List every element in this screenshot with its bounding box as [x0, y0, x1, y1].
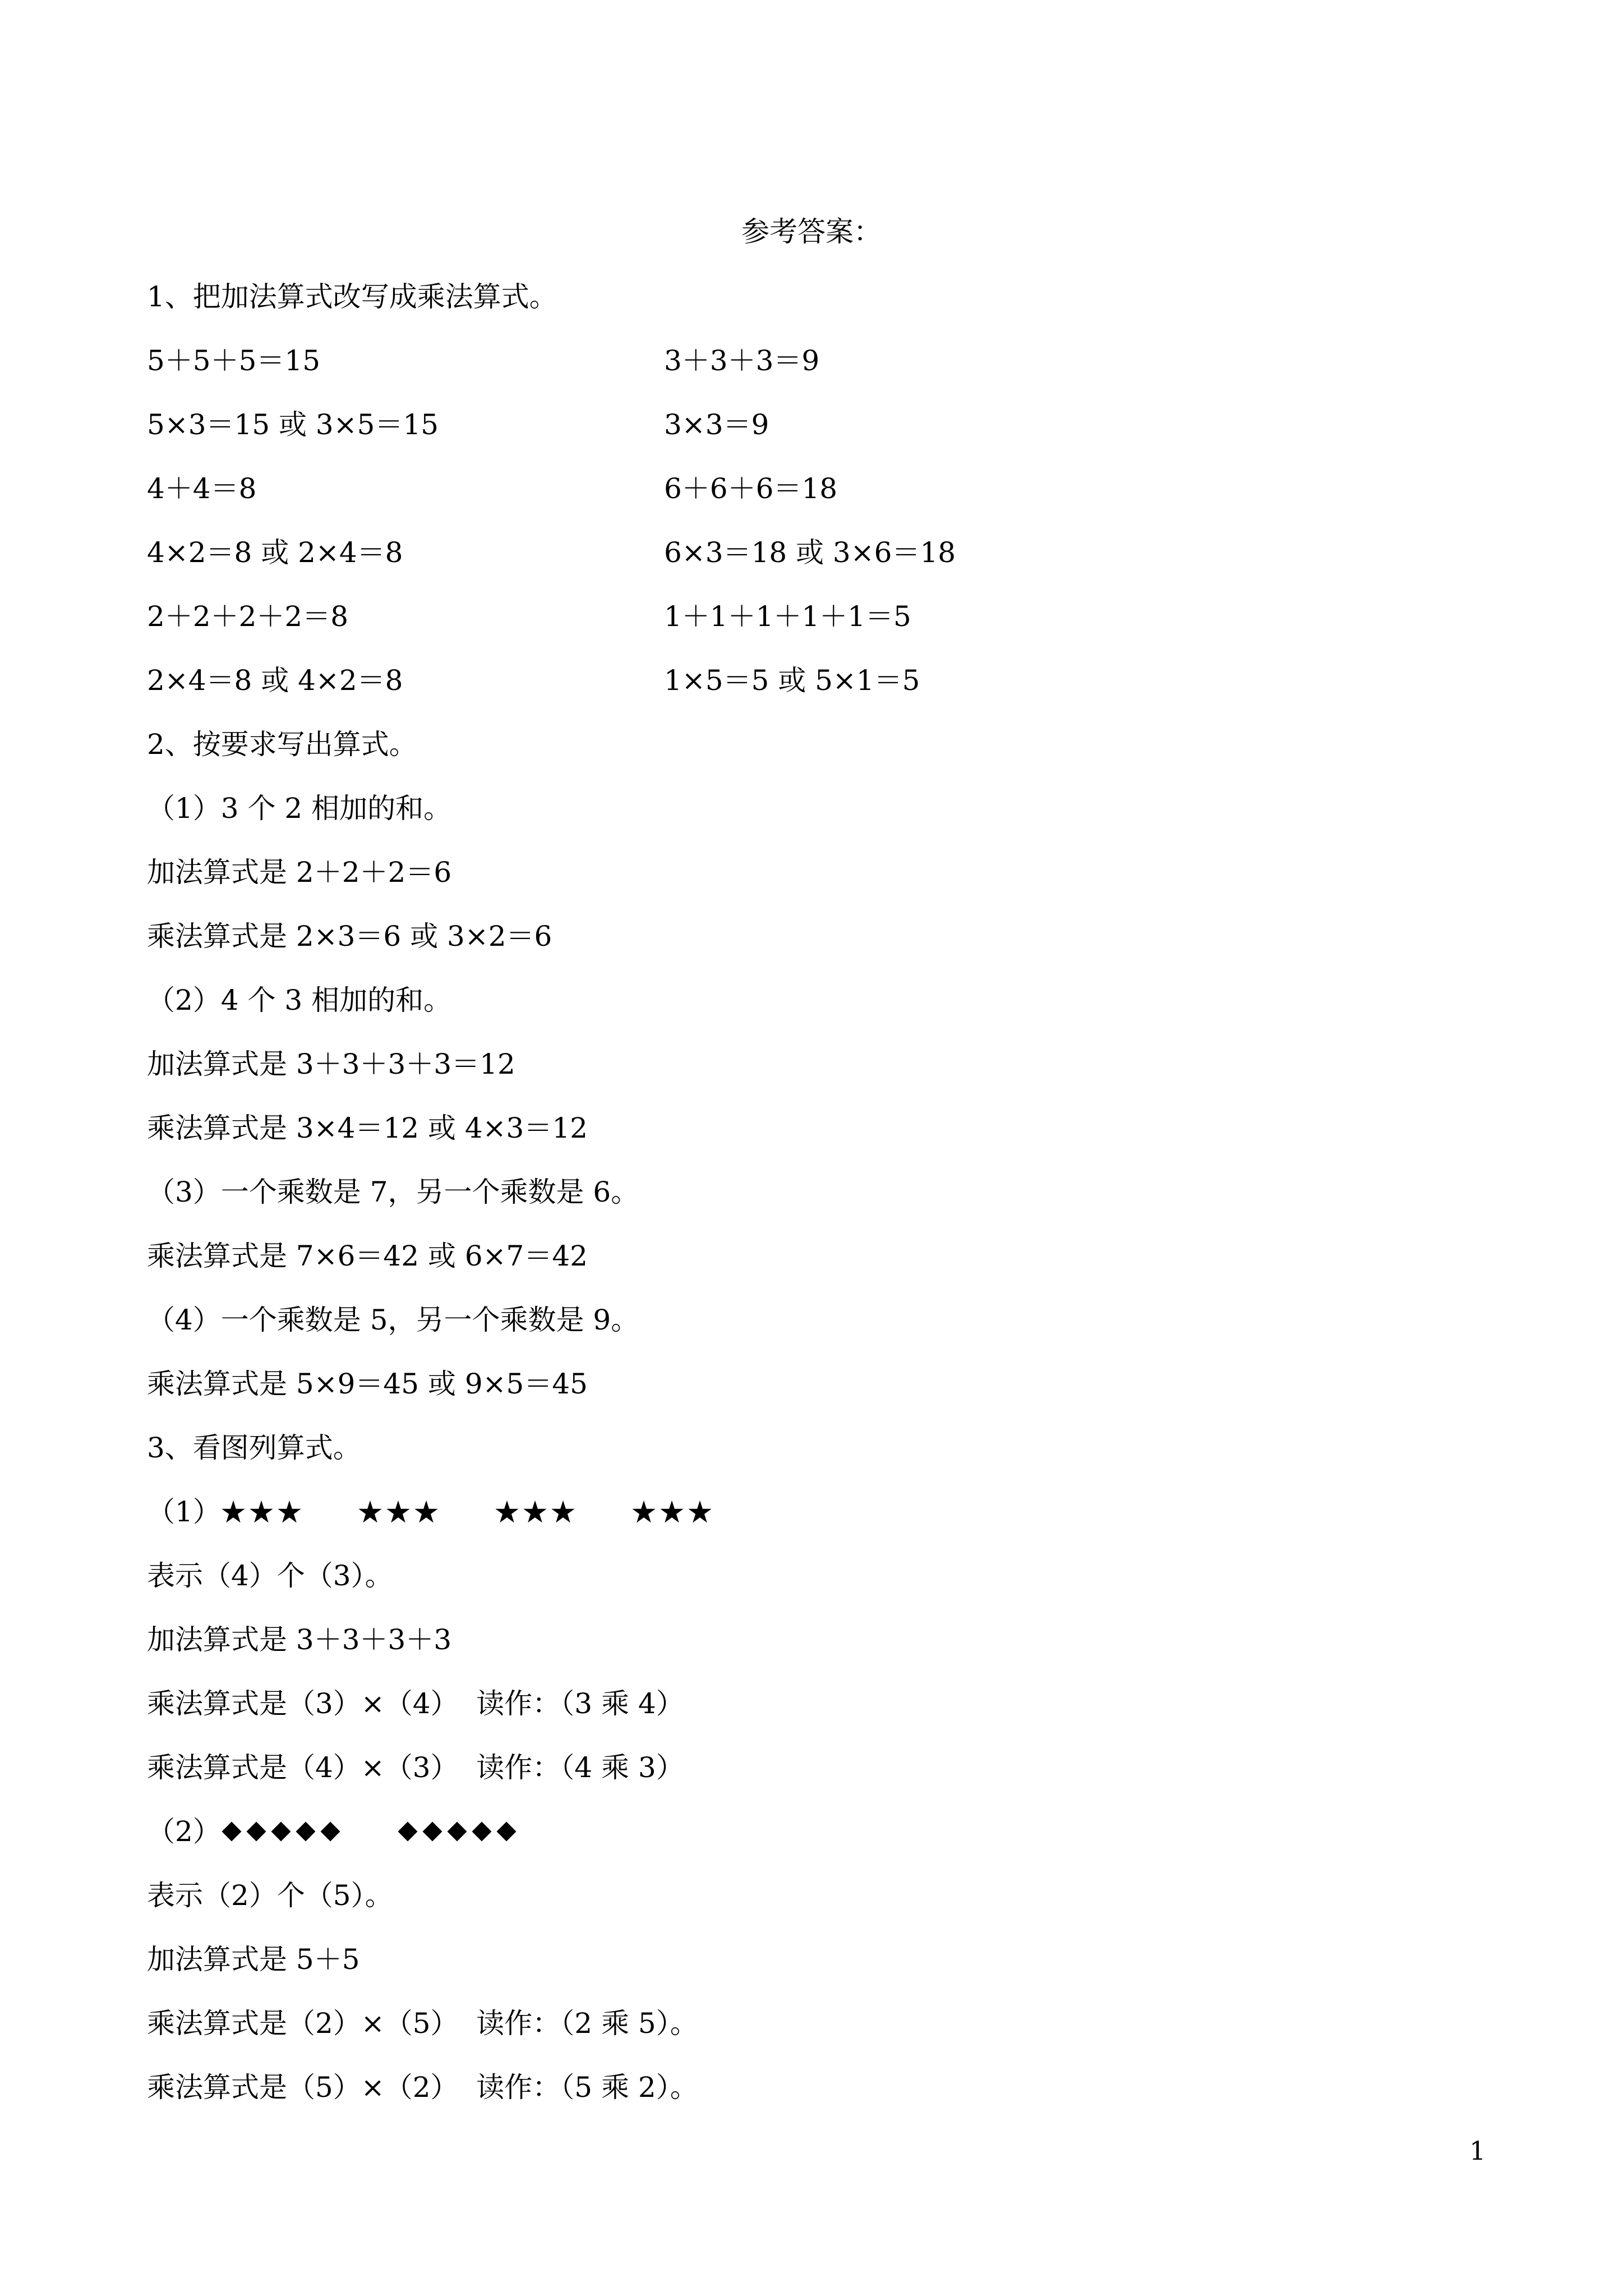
- section3-heading: 3、看图列算式。: [147, 1432, 361, 1464]
- s3-part2-label: （2）: [147, 1815, 221, 1848]
- s3-part1-line1: 表示（4）个（3）。: [147, 1559, 393, 1592]
- s2-line7: （3）一个乘数是 7，另一个乘数是 6。: [147, 1176, 639, 1208]
- s3-part1-label: （1）: [147, 1496, 221, 1528]
- diamond-icon: [270, 1821, 292, 1842]
- s2-line3: 乘法算式是 2×3＝6 或 3×2＝6: [147, 920, 552, 953]
- star-group: [631, 1499, 712, 1524]
- s3-part1-line2: 加法算式是 3＋3＋3＋3: [147, 1623, 452, 1656]
- star-icon: [631, 1499, 656, 1524]
- s1-row1-left: 5＋5＋5＝15: [147, 344, 321, 377]
- s2-line5: 加法算式是 3＋3＋3＋3＝12: [147, 1048, 515, 1080]
- star-icon: [358, 1499, 382, 1524]
- s3-part2-line4: 乘法算式是（5）×（2） 读作：（5 乘 2）。: [147, 2071, 698, 2104]
- s1-row6-left: 2×4＝8 或 4×2＝8: [147, 664, 403, 697]
- s2-line4: （2）4 个 3 相加的和。: [147, 984, 452, 1016]
- s1-row5-left: 2＋2＋2＋2＝8: [147, 600, 349, 633]
- s2-line1: （1）3 个 2 相加的和。: [147, 792, 452, 825]
- diamond-icon: [496, 1821, 517, 1842]
- section2-heading: 2、按要求写出算式。: [147, 728, 417, 761]
- s1-row3-left: 4＋4＝8: [147, 472, 257, 505]
- star-icon: [660, 1499, 684, 1524]
- s3-part1-line4: 乘法算式是（4）×（3） 读作：（4 乘 3）: [147, 1751, 684, 1784]
- s1-row3-right: 6＋6＋6＝18: [664, 472, 838, 505]
- diamond-icon: [221, 1821, 242, 1842]
- s1-row2-left: 5×3＝15 或 3×5＝15: [147, 408, 439, 441]
- s1-row2-right: 3×3＝9: [664, 408, 769, 441]
- s3-part2-line3: 乘法算式是（2）×（5） 读作：（2 乘 5）。: [147, 2007, 698, 2040]
- star-icon: [414, 1499, 439, 1524]
- diamond-icon: [295, 1821, 316, 1842]
- s1-row1-right: 3＋3＋3＝9: [664, 344, 820, 377]
- s3-part1-line3: 乘法算式是（3）×（4） 读作：（3 乘 4）: [147, 1687, 684, 1720]
- star-icon: [386, 1499, 411, 1524]
- star-icon: [551, 1499, 575, 1524]
- diamond-group: [221, 1821, 341, 1842]
- s3-part2-line2: 加法算式是 5＋5: [147, 1943, 360, 1976]
- diamond-icon: [446, 1821, 468, 1842]
- s2-line9: （4）一个乘数是 5，另一个乘数是 9。: [147, 1304, 639, 1336]
- star-icon: [688, 1499, 712, 1524]
- s2-line8: 乘法算式是 7×6＝42 或 6×7＝42: [147, 1240, 588, 1272]
- s1-row5-right: 1＋1＋1＋1＋1＝5: [664, 600, 911, 633]
- s2-line6: 乘法算式是 3×4＝12 或 4×3＝12: [147, 1112, 588, 1144]
- star-group: [495, 1499, 575, 1524]
- s1-row4-right: 6×3＝18 或 3×6＝18: [664, 536, 956, 569]
- star-icon: [495, 1499, 519, 1524]
- s2-line2: 加法算式是 2＋2＋2＝6: [147, 856, 452, 889]
- s3-part2-figure: [147, 1812, 573, 1851]
- s2-line10: 乘法算式是 5×9＝45 或 9×5＝45: [147, 1368, 588, 1400]
- diamond-icon: [320, 1821, 341, 1842]
- star-group: [358, 1499, 439, 1524]
- page-number: 1: [1469, 2136, 1486, 2166]
- page-title: 参考答案：: [741, 215, 882, 248]
- star-icon: [277, 1499, 302, 1524]
- s3-part2-line1: 表示（2）个（5）。: [147, 1879, 393, 1912]
- section1-heading: 1、把加法算式改写成乘法算式。: [147, 280, 557, 313]
- diamond-icon: [397, 1821, 418, 1842]
- diamond-icon: [246, 1821, 267, 1842]
- star-icon: [523, 1499, 547, 1524]
- diamond-group: [397, 1821, 517, 1842]
- diamond-icon: [422, 1821, 443, 1842]
- s1-row4-left: 4×2＝8 或 2×4＝8: [147, 536, 403, 569]
- star-icon: [249, 1499, 274, 1524]
- s3-part1-figure: [147, 1492, 768, 1531]
- s1-row6-right: 1×5＝5 或 5×1＝5: [664, 664, 920, 697]
- diamond-icon: [471, 1821, 492, 1842]
- star-group: [221, 1499, 302, 1524]
- star-icon: [221, 1499, 246, 1524]
